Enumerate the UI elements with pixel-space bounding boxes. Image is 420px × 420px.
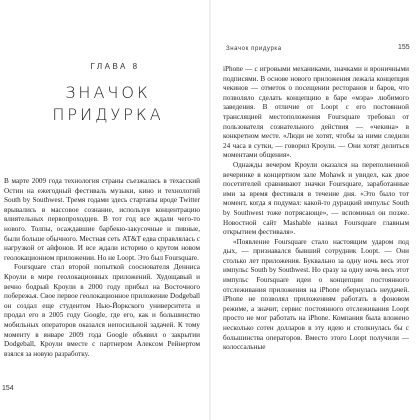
chapter-title-line-2: ПРИДУРКА [52,105,164,124]
chapter-title [8,82,208,126]
right-page-body [223,65,409,353]
chapter-label: ГЛАВА 8 [90,62,140,71]
left-page-number: 154 [2,385,14,392]
running-head: Значок придурка [226,46,282,52]
left-paragraph-1: В марте 2009 года технология страны съезжалась в техасский Остин на ежегодный фестиваль музыки, кино и технологий South by Southwest. Тремя годами здесь стартапы вроде Twitter врывались в массовое сознание, используя концентрацию влиятельных первопроходцев. В тот год все ждали чего-то нового. Толпы, осаждавшие барбекю-закусочные и пивные, были больше обычного. Местная сеть AT&T едва справлялась с нагрузкой от айфонов. И все ждали историю о крутом новом геолокационном приложении. Но не Loopt. Это был Foursquare. [4,177,200,262]
right-page-number: 155 [398,44,410,51]
chapter-title-line-1: ЗНАЧОК [65,83,151,102]
left-page-body [4,177,200,359]
right-paragraph-3: «Появление Foursquare стало настоящим ударом под дых, — признавался бывший сотрудник Loopt. — Они столько лет приложения. Буквально за одну ночь весь этот импульс South by Southwest. Но сразу за одну ночь весь этот импульс Foursquare идеи о концепции постоянного отслеживания приложения на iPhone обернулась неудачей. iPhone не позволял приложениям работать в фоновом режиме, а значит, сервис постоянного отслеживания Loopt просто не мог работать на iPhone. Компания была вложено несколько сотен долларов в эту идею и столкнулась бы с большинства операторов. Вместо этого Loopt получили — колоссальные [223,237,409,352]
right-paragraph-2: Однажды вечером Кроули оказался на переполненной вечеринке в концертном зале Mohawk и увидел, как двое посетителей сравнивают значки Foursquare, заработанные ими за время фестиваля в течение дня. «Это было тот момент, когда я подумал: какой-то дурацкий импульс South by Southwest тоже потрясающе», — вспоминал он позже. Новостной сайт Mashable назвал Foursquare главным открытием фестиваля». [223,160,409,237]
right-paragraph-1: iPhone — с игровыми механиками, значками и вроничными подписями. В основе нового приложения лежала концепция чекинов — отметок о посещении ресторанов и баров, что позволяло сделать концепцию в баре «мэра» любимого заведения. В отличие от Loopt с его постоянной трансляцией местоположения Foursquare требовал от пользователя сознательного действия — «чекина» в конкретном месте. «Люди не хотят, чтобы за ними следили 24 часа в сутки, — говорил Кроули. — Они хотят делиться моментами общения». [223,65,409,160]
left-paragraph-2: Foursquare стал второй попыткой сооснователя Денниса Кроули в мире геолокационных приложений. Худощавый и вечно бодрый Кроули в 2000 году прибыл на Восточного побережья. Свое первое геолокационное приложение Dodgeball он создал еще студентом Нью-Йоркского университета и продал его в 2005 году Google, где его, как и большинство мобильных операторов оказался непосильной задачей. К тому моменту в январе 2009 года Google объявил о закрытии Dodgeball, Кроули вместе с партнером Алексом Рейнертом взялся за новую разработку. [4,263,200,358]
